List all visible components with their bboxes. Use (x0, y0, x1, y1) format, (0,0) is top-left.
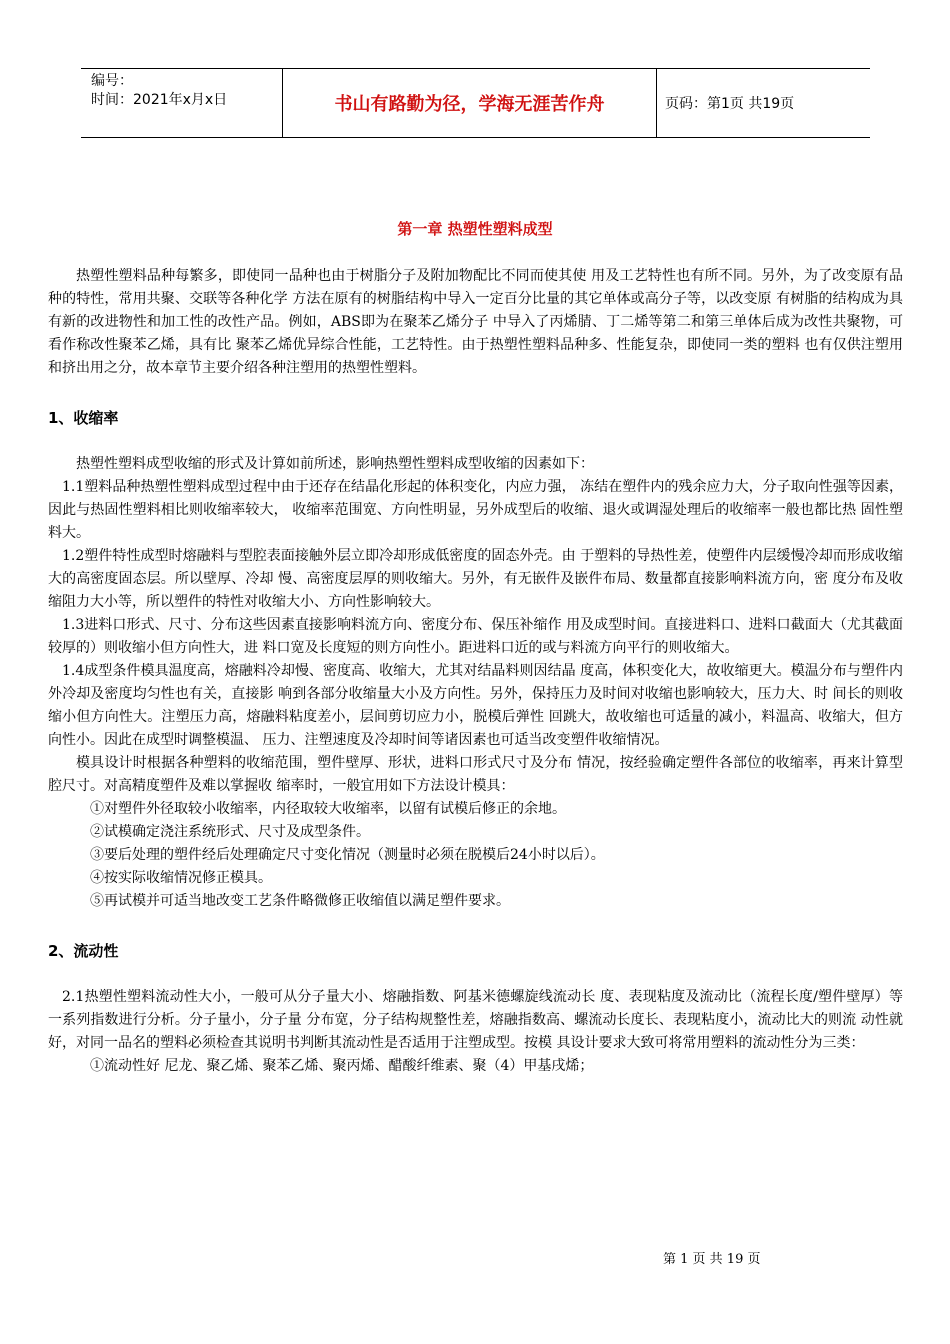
section-2-item: 2.1热塑性塑料流动性大小，一般可从分子量大小、熔融指数、阿基米德螺旋线流动长 度、表现粘度及流动比（流程长度/塑件壁厚）等一系列指数进行分析。分子量小，分子量 分布宽，分子结构规整性差，熔融指数高、螺流动长度长、表现粘度小，流动比大的则流 动性就好，对同一品名的塑料必须检查其说明书判断其流动性是否适用于注塑成型。按模 具设计要求大致可将常用塑料的流动性分为三类： (48, 989, 903, 1051)
section-1-item: 1.2塑件特性成型时熔融料与型腔表面接触外层立即冷却形成低密度的固态外壳。由 于塑料的导热性差，使塑件内层缓慢冷却而形成收缩大的高密度固态层。所以壁厚、冷却 慢、高密度层厚的则收缩大。另外，有无嵌件及嵌件布局、数量都直接影响料流方向，密 度分布及收缩阻力大小等，所以塑件的特性对收缩大小、方向性影响较大。 (48, 548, 903, 610)
section-1-heading: 1、收缩率 (48, 409, 119, 427)
chapter-title: 第一章 热塑性塑料成型 (397, 220, 553, 238)
document-time-label: 时间：2021年x月x日 (91, 92, 228, 108)
header-motto: 书山有路勤为径，学海无涯苦作舟 (283, 69, 657, 137)
design-step: ③要后处理的塑件经后处理确定尺寸变化情况（测量时必须在脱模后24小时以后）。 (90, 847, 605, 863)
design-step: ④按实际收缩情况修正模具。 (90, 870, 272, 886)
document-body (48, 265, 903, 1078)
section-1-item: 1.3进料口形式、尺寸、分布这些因素直接影响料流方向、密度分布、保压补缩作 用及成型时间。直接进料口、进料口截面大（尤其截面较厚的）则收缩小但方向性大，进 料口宽及长度短的则方向性小。距进料口近的或与料流方向平行的则收缩大。 (48, 617, 903, 656)
flow-class-item: ①流动性好 尼龙、聚乙烯、聚苯乙烯、聚丙烯、醋酸纤维素、聚（4）甲基戌烯； (90, 1058, 594, 1074)
page-footer: 第 1 页 共 19 页 (663, 1252, 761, 1267)
design-step: ⑤再试模并可适当地改变工艺条件略微修正收缩值以满足塑件要求。 (90, 893, 510, 909)
section-2-heading: 2、流动性 (48, 942, 119, 960)
page-header (81, 68, 870, 138)
section-1-design-paragraph: 模具设计时根据各种塑料的收缩范围，塑件壁厚、形状，进料口形式尺寸及分布 情况，按经验确定塑件各部位的收缩率，再来计算型腔尺寸。对高精度塑件及难以掌握收 缩率时，一般宜用如下方法设计模具： (48, 755, 903, 794)
intro-paragraph: 热塑性塑料品种每繁多，即使同一品种也由于树脂分子及附加物配比不同而使其使 用及工艺特性也有所不同。另外，为了改变原有品种的特性，常用共聚、交联等各种化学 方法在原有的树脂结构中导入一定百分比量的其它单体或高分子等，以改变原 有树脂的结构成为具有新的改进物性和加工性的改性产品。例如，ABS即为在聚苯乙烯分子 中导入了丙烯腈、丁二烯等第二和第三单体后成为改性共聚物，可看作称改性聚苯乙烯，具有比 聚苯乙烯优异综合性能，工艺特性。由于热塑性塑料品种多、性能复杂，即使同一类的塑料 也有仅供注塑用和挤出用之分，故本章节主要介绍各种注塑用的热塑性塑料。 (48, 268, 903, 376)
section-1-lead: 热塑性塑料成型收缩的形式及计算如前所述，影响热塑性塑料成型收缩的因素如下： (76, 456, 594, 472)
design-step: ②试模确定浇注系统形式、尺寸及成型条件。 (90, 824, 370, 840)
header-page-label: 页码：第1页 共19页 (665, 96, 795, 112)
section-1-item: 1.4成型条件模具温度高，熔融料冷却慢、密度高、收缩大，尤其对结晶料则因结晶 度高，体积变化大，故收缩更大。模温分布与塑件内外冷却及密度均匀性也有关，直接影 响到各部分收缩量大小及方向性。另外，保持压力及时间对收缩也影响较大，压力大、时 间长的则收缩小但方向性大。注塑压力高，熔融料粘度差小，层间剪切应力小，脱模后弹性 回跳大，故收缩也可适量的减小，料温高、收缩大，但方向性小。因此在成型时调整模温、 压力、注塑速度及冷却时间等诸因素也可适当改变塑件收缩情况。 (48, 663, 903, 748)
header-info (81, 69, 283, 137)
document-number-label: 编号： (91, 73, 133, 89)
design-step: ①对塑件外径取较小收缩率，内径取较大收缩率，以留有试模后修正的余地。 (90, 801, 566, 817)
section-1-item: 1.1塑料品种热塑性塑料成型过程中由于还存在结晶化形起的体积变化，内应力强， 冻结在塑件内的残余应力大，分子取向性强等因素，因此与热固性塑料相比则收缩率较大， 收缩率范围宽、方向性明显，另外成型后的收缩、退火或调湿处理后的收缩率一般也都比热 固性塑料大。 (48, 479, 903, 541)
